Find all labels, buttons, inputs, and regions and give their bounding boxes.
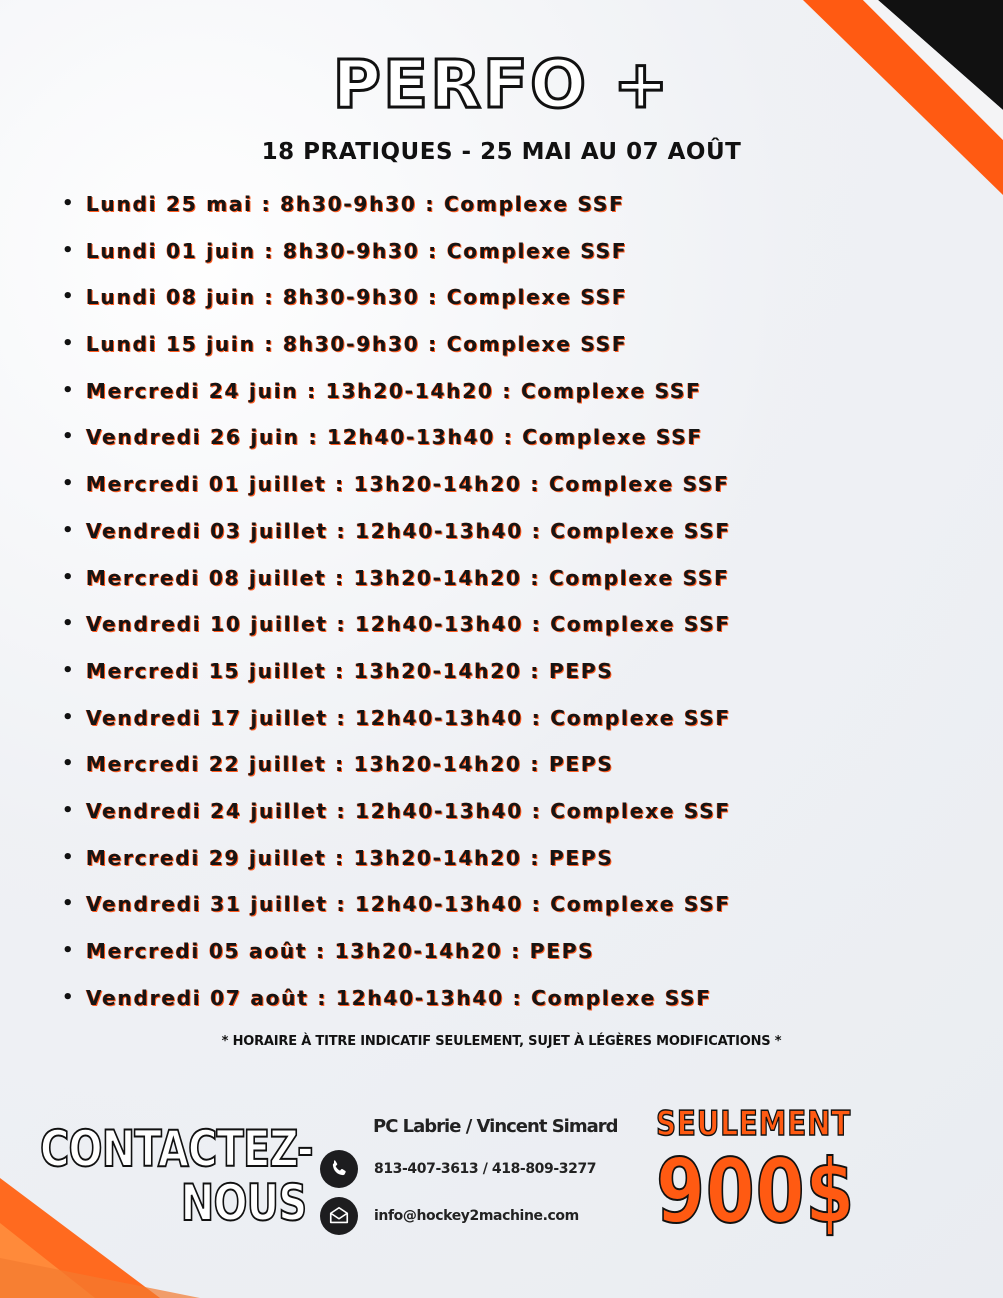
list-item <box>62 937 822 984</box>
list-item <box>62 750 822 797</box>
practice-schedule-list <box>62 190 822 1030</box>
bullet-icon: • <box>62 286 76 308</box>
schedule-entry: Mercredi 22 juillet : 13h20-14h20 : PEPS <box>86 752 614 777</box>
list-item <box>62 237 822 284</box>
bullet-icon: • <box>62 706 76 728</box>
schedule-entry: Vendredi 10 juillet : 12h40-13h40 : Complexe SSF <box>86 612 731 637</box>
list-item <box>62 610 822 657</box>
bullet-icon: • <box>62 239 76 261</box>
contact-heading-line1: CONTACTEZ- <box>40 1120 313 1178</box>
schedule-entry: Mercredi 15 juillet : 13h20-14h20 : PEPS <box>86 658 614 683</box>
list-item <box>62 517 822 564</box>
list-item <box>62 423 822 470</box>
schedule-disclaimer: * HORAIRE À TITRE INDICATIF SEULEMENT, SUJET À LÉGÈRES MODIFICATIONS * <box>221 1034 782 1049</box>
contact-names: PC Labrie / Vincent Simard <box>373 1116 618 1137</box>
schedule-entry: Lundi 15 juin : 8h30-9h30 : Complexe SSF <box>86 332 628 357</box>
bullet-icon: • <box>62 193 76 214</box>
price-value: 900$ <box>656 1140 856 1243</box>
list-item <box>62 190 822 237</box>
schedule-entry: Vendredi 07 août : 12h40-13h40 : Complexe SSF <box>86 985 712 1010</box>
price-label: SEULEMENT <box>656 1104 852 1144</box>
schedule-entry: Mercredi 08 juillet : 13h20-14h20 : Complexe SSF <box>86 565 730 590</box>
schedule-entry: Mercredi 24 juin : 13h20-14h20 : Complexe SSF <box>86 378 702 403</box>
schedule-entry: Vendredi 03 juillet : 12h40-13h40 : Complexe SSF <box>86 518 731 543</box>
schedule-entry: Vendredi 26 juin : 12h40-13h40 : Complexe SSF <box>86 425 703 450</box>
bullet-icon: • <box>62 519 76 541</box>
mail-icon <box>320 1197 358 1235</box>
bullet-icon: • <box>62 333 76 355</box>
list-item <box>62 330 822 377</box>
schedule-entry: Vendredi 31 juillet : 12h40-13h40 : Complexe SSF <box>86 892 731 917</box>
list-item <box>62 797 822 844</box>
email-address[interactable]: info@hockey2machine.com <box>374 1208 579 1224</box>
bullet-icon: • <box>62 799 76 821</box>
list-item <box>62 283 822 330</box>
schedule-entry: Lundi 25 mai : 8h30-9h30 : Complexe SSF <box>86 192 625 216</box>
bullet-icon: • <box>62 659 76 681</box>
schedule-entry: Mercredi 01 juillet : 13h20-14h20 : Complexe SSF <box>86 472 730 497</box>
list-item <box>62 564 822 611</box>
bullet-icon: • <box>62 940 76 961</box>
list-item <box>62 704 822 751</box>
bullet-icon: • <box>62 426 76 448</box>
contact-email-row <box>320 1197 579 1235</box>
bullet-icon: • <box>62 566 76 588</box>
schedule-entry: Vendredi 24 juillet : 12h40-13h40 : Complexe SSF <box>86 798 731 823</box>
bullet-icon: • <box>62 379 76 401</box>
schedule-entry: Mercredi 05 août : 13h20-14h20 : PEPS <box>86 939 595 963</box>
schedule-entry: Vendredi 17 juillet : 12h40-13h40 : Complexe SSF <box>86 705 731 730</box>
list-item <box>62 984 822 1031</box>
schedule-entry: Mercredi 29 juillet : 13h20-14h20 : PEPS <box>86 845 614 870</box>
list-item <box>62 470 822 517</box>
bullet-icon: • <box>62 613 76 635</box>
page-title: PERFO + <box>332 46 671 123</box>
bullet-icon: • <box>62 753 76 775</box>
bullet-icon: • <box>62 473 76 495</box>
contact-heading <box>40 1120 313 1232</box>
list-item <box>62 890 822 937</box>
schedule-entry: Lundi 01 juin : 8h30-9h30 : Complexe SSF <box>86 238 628 263</box>
list-item <box>62 844 822 891</box>
bullet-icon: • <box>62 846 76 868</box>
contact-phone-row <box>320 1150 596 1188</box>
list-item <box>62 657 822 704</box>
phone-numbers[interactable]: 813-407-3613 / 418-809-3277 <box>374 1161 597 1177</box>
phone-icon <box>320 1150 358 1188</box>
list-item <box>62 377 822 424</box>
bullet-icon: • <box>62 893 76 915</box>
bullet-icon: • <box>62 986 76 1008</box>
contact-heading-line2: NOUS <box>180 1174 307 1232</box>
schedule-entry: Lundi 08 juin : 8h30-9h30 : Complexe SSF <box>86 285 628 310</box>
page-subtitle: 18 PRATIQUES - 25 MAI AU 07 AOÛT <box>261 139 742 165</box>
